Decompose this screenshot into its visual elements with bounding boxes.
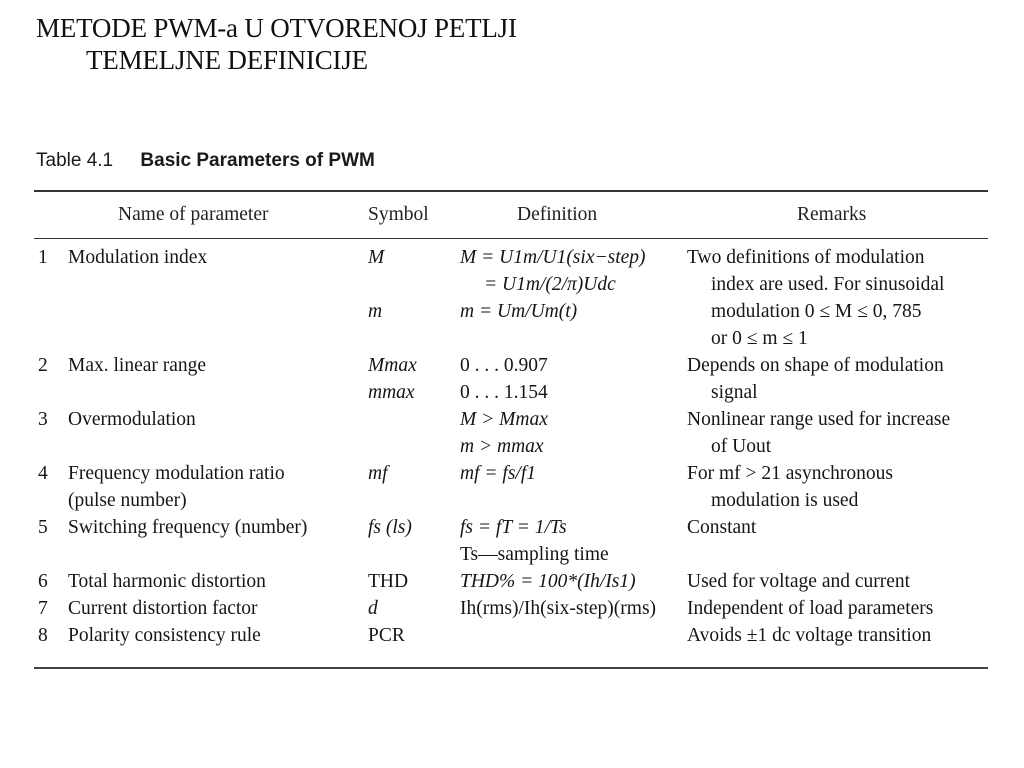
row-3-definition-2: m > mmax bbox=[460, 436, 544, 457]
row-7-number: 7 bbox=[38, 598, 48, 619]
row-1-number: 1 bbox=[38, 247, 48, 268]
row-6-remarks: Used for voltage and current bbox=[687, 571, 911, 592]
row-4-name-1: Frequency modulation ratio bbox=[68, 463, 285, 484]
row-1-definition-1: M = U1m/U1(six−step) bbox=[460, 247, 646, 268]
row-7-symbol: d bbox=[368, 598, 378, 619]
row-3-name: Overmodulation bbox=[68, 409, 196, 430]
row-3-number: 3 bbox=[38, 409, 48, 430]
row-7-name: Current distortion factor bbox=[68, 598, 258, 619]
row-5-symbol: fs (ls) bbox=[368, 517, 412, 538]
slide-title bbox=[36, 12, 517, 76]
row-3-remarks-2: of Uout bbox=[711, 436, 772, 457]
row-2-symbol-2: mmax bbox=[368, 382, 415, 403]
row-5-definition-1: fs = fT = 1/Ts bbox=[460, 517, 567, 538]
table-body bbox=[34, 239, 988, 659]
table-caption-number: Table 4.1 bbox=[36, 150, 114, 171]
header-remarks: Remarks bbox=[797, 204, 867, 225]
header-definition: Definition bbox=[517, 204, 598, 225]
row-2-remarks-2: signal bbox=[711, 382, 758, 403]
row-4-name-2: (pulse number) bbox=[68, 490, 187, 511]
row-3-definition-1: M > Mmax bbox=[460, 409, 548, 430]
row-1-remarks-2: index are used. For sinusoidal bbox=[711, 274, 945, 295]
row-5-name: Switching frequency (number) bbox=[68, 517, 308, 538]
row-6-definition: THD% = 100*(Ih/Is1) bbox=[460, 571, 636, 592]
row-1-remarks-4: or 0 ≤ m ≤ 1 bbox=[711, 328, 808, 349]
row-5-definition-2: Ts—sampling time bbox=[460, 544, 609, 565]
slide-title-line-1: METODE PWM-a U OTVORENOJ PETLJI bbox=[36, 13, 517, 43]
row-7-remarks: Independent of load parameters bbox=[687, 598, 934, 619]
row-8-remarks: Avoids ±1 dc voltage transition bbox=[687, 625, 932, 646]
row-4-remarks-1: For mf > 21 asynchronous bbox=[687, 463, 893, 484]
row-2-name: Max. linear range bbox=[68, 355, 207, 376]
table-caption bbox=[36, 150, 988, 184]
slide-title-line-2: TEMELJNE DEFINICIJE bbox=[86, 45, 368, 75]
header-name-of-parameter: Name of parameter bbox=[118, 204, 269, 225]
pwm-parameters-table bbox=[34, 150, 988, 669]
row-4-remarks-2: modulation is used bbox=[711, 490, 859, 511]
table-header-row bbox=[34, 192, 988, 238]
row-7-definition: Ih(rms)/Ih(six-step)(rms) bbox=[460, 598, 657, 619]
row-8-symbol: PCR bbox=[368, 625, 405, 646]
header-symbol: Symbol bbox=[368, 204, 429, 225]
row-2-definition-2: 0 . . . 1.154 bbox=[460, 382, 548, 403]
table-caption-title: Basic Parameters of PWM bbox=[140, 150, 375, 171]
row-4-symbol: mf bbox=[368, 463, 388, 484]
row-2-remarks-1: Depends on shape of modulation bbox=[687, 355, 944, 376]
row-2-number: 2 bbox=[38, 355, 48, 376]
row-1-remarks-3: modulation 0 ≤ M ≤ 0, 785 bbox=[711, 301, 922, 322]
row-8-name: Polarity consistency rule bbox=[68, 625, 261, 646]
row-8-number: 8 bbox=[38, 625, 48, 646]
row-4-number: 4 bbox=[38, 463, 48, 484]
table-bottom-rule bbox=[34, 667, 988, 669]
row-4-definition: mf = fs/f1 bbox=[460, 463, 537, 484]
row-5-number: 5 bbox=[38, 517, 48, 538]
row-1-name: Modulation index bbox=[68, 247, 208, 268]
row-2-definition-1: 0 . . . 0.907 bbox=[460, 355, 548, 376]
row-1-definition-3: m = Um/Um(t) bbox=[460, 301, 578, 322]
row-6-symbol: THD bbox=[368, 571, 409, 592]
row-3-remarks-1: Nonlinear range used for increase bbox=[687, 409, 951, 430]
row-6-number: 6 bbox=[38, 571, 48, 592]
row-1-symbol-2: m bbox=[368, 301, 383, 322]
row-2-symbol-1: Mmax bbox=[368, 355, 417, 376]
row-5-remarks: Constant bbox=[687, 517, 757, 538]
row-1-definition-2: = U1m/(2/π)Udc bbox=[484, 274, 616, 295]
row-1-remarks-1: Two definitions of modulation bbox=[687, 247, 925, 268]
row-1-symbol-1: M bbox=[368, 247, 385, 268]
row-6-name: Total harmonic distortion bbox=[68, 571, 266, 592]
